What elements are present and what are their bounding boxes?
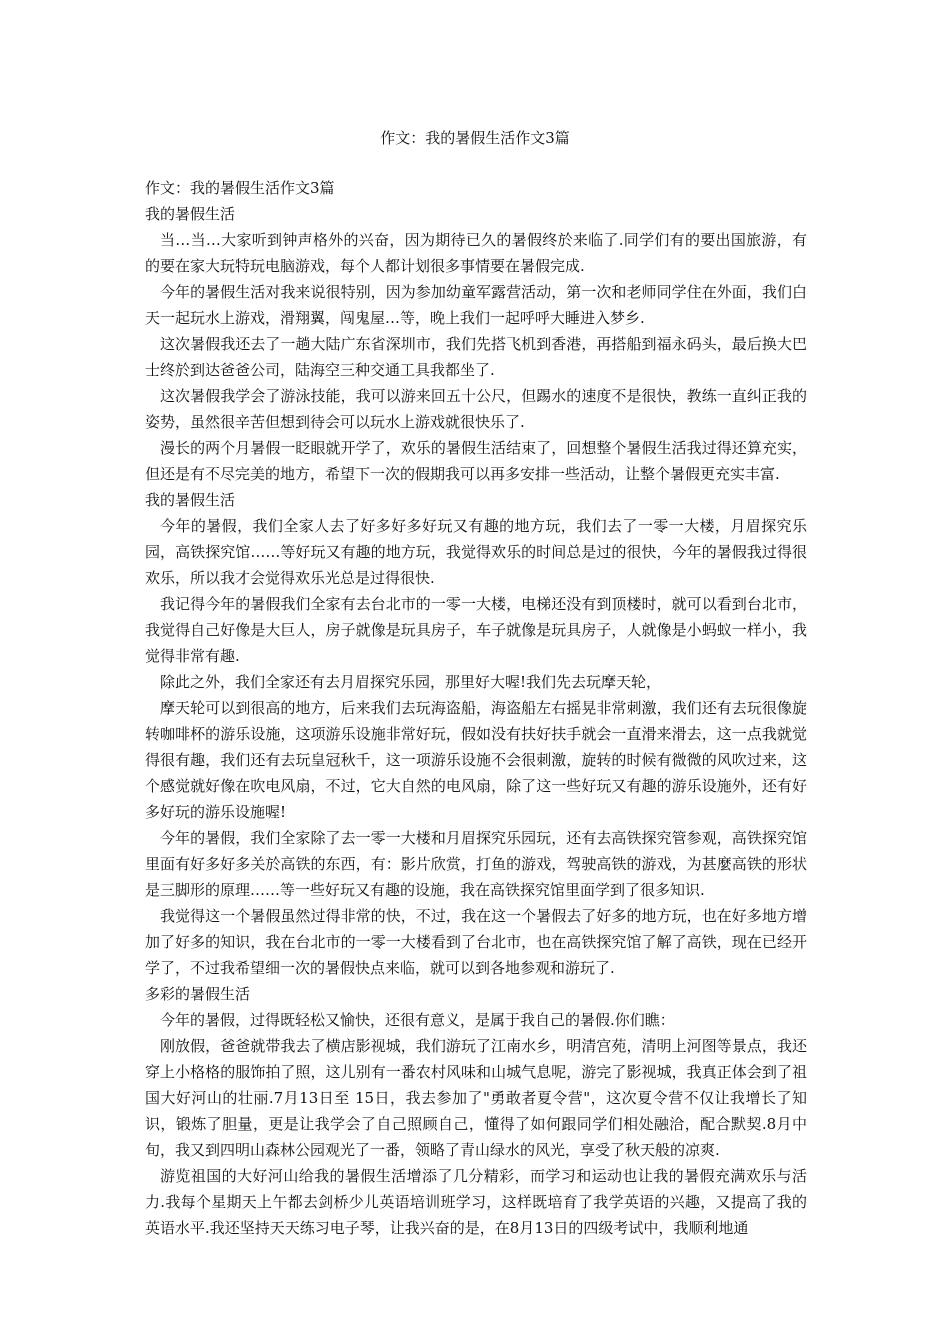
paragraph: 这次暑假我学会了游泳技能，我可以游来回五十公尺，但踢水的速度不是很快，教练一直纠正我的姿势，虽然很辛苦但想到待会可以玩水上游戏就很快乐了.	[145, 387, 807, 431]
document-body	[145, 175, 807, 1241]
paragraph: 刚放假，爸爸就带我去了横店影视城，我们游玩了江南水乡，明清宫苑，清明上河图等景点，我还穿上小格格的服饰拍了照，这儿别有一番农村风味和山城气息呢，游完了影视城，我真正体会到了祖国大好河山的壮丽.7月13日至 15日，我去参加了"勇敢者夏令营"，这次夏令营不仅让我增长了知识，锻炼了胆量，更是让我学会了自己照顾自己，懂得了如何跟同学们相处融洽，配合默契.8月中旬，我又到四明山森林公园观光了一番，领略了青山绿水的风光，享受了秋天般的凉爽.	[145, 1037, 807, 1159]
paragraph: 今年的暑假生活对我来说很特别，因为参加幼童军露营活动，第一次和老师同学住在外面，我们白天一起玩水上游戏，滑翔翼，闯鬼屋…等，晚上我们一起呼呼大睡进入梦乡.	[145, 283, 807, 327]
paragraph: 我觉得这一个暑假虽然过得非常的快，不过，我在这一个暑假去了好多的地方玩，也在好多地方增加了好多的知识，我在台北市的一零一大楼看到了台北市，也在高铁探究馆了解了高铁，现在已经开学了，不过我希望细一次的暑假快点来临，就可以到各地参观和游玩了.	[145, 907, 807, 977]
section-heading: 我的暑假生活	[145, 491, 236, 509]
paragraph: 今年的暑假，我们全家除了去一零一大楼和月眉探究乐园玩，还有去高铁探究管参观，高铁探究馆里面有好多好多关於高铁的东西，有：影片欣赏，打鱼的游戏，驾驶高铁的游戏，为甚麼高铁的形状是三脚形的原理……等一些好玩又有趣的设施，我在高铁探究馆里面学到了很多知识.	[145, 829, 807, 899]
document-subtitle: 作文：我的暑假生活作文3篇	[145, 179, 335, 197]
paragraph: 摩天轮可以到很高的地方，后来我们去玩海盗船，海盗船左右摇晃非常刺激，我们还有去玩很像旋转咖啡杯的游乐设施，这项游乐设施非常好玩，假如没有扶好扶手就会一直滑来滑去，这一点我就觉得很有趣，我们还有去玩皇冠秋千，这一项游乐设施不会很刺激，旋转的时候有微微的风吹过来，这个感觉就好像在吹电风扇，不过，它大自然的电风扇，除了这一些好玩又有趣的游乐设施外，还有好多好玩的游乐设施喔!	[145, 699, 807, 821]
paragraph: 游览祖国的大好河山给我的暑假生活增添了几分精彩，而学习和运动也让我的暑假充满欢乐与活力.我每个星期天上午都去剑桥少儿英语培训班学习，这样既培育了我学英语的兴趣，又提高了我的英语水平.我还坚持天天练习电子琴，让我兴奋的是，在8月13日的四级考试中，我顺利地通	[145, 1167, 807, 1237]
paragraph: 我记得今年的暑假我们全家有去台北市的一零一大楼，电梯还没有到顶楼时，就可以看到台北市，我觉得自己好像是大巨人，房子就像是玩具房子，车子就像是玩具房子，人就像是小蚂蚁一样小，我觉得非常有趣.	[145, 595, 807, 665]
paragraph: 除此之外，我们全家还有去月眉探究乐园，那里好大喔!我们先去玩摩天轮，	[160, 673, 662, 691]
paragraph: 这次暑假我还去了一趟大陆广东省深圳市，我们先搭飞机到香港，再搭船到福永码头，最后换大巴士终於到达爸爸公司，陆海空三种交通工具我都坐了.	[145, 335, 807, 379]
paragraph: 当…当…大家听到钟声格外的兴奋，因为期待已久的暑假终於来临了.同学们有的要出国旅游，有的要在家大玩特玩电脑游戏，每个人都计划很多事情要在暑假完成.	[145, 231, 807, 275]
paragraph: 今年的暑假，过得既轻松又愉快，还很有意义，是属于我自己的暑假.你们瞧：	[160, 1011, 675, 1029]
paragraph: 今年的暑假，我们全家人去了好多好多好玩又有趣的地方玩，我们去了一零一大楼，月眉探究乐园，高铁探究馆……等好玩又有趣的地方玩，我觉得欢乐的时间总是过的很快，今年的暑假我过得很欢乐，所以我才会觉得欢乐光总是过得很快.	[145, 517, 807, 587]
paragraph: 漫长的两个月暑假一眨眼就开学了，欢乐的暑假生活结束了，回想整个暑假生活我过得还算充实，但还是有不尽完美的地方，希望下一次的假期我可以再多安排一些活动，让整个暑假更充实丰富.	[145, 439, 807, 483]
document-title: 作文：我的暑假生活作文3篇	[380, 129, 570, 147]
section-heading: 多彩的暑假生活	[145, 985, 251, 1003]
section-heading: 我的暑假生活	[145, 205, 236, 223]
